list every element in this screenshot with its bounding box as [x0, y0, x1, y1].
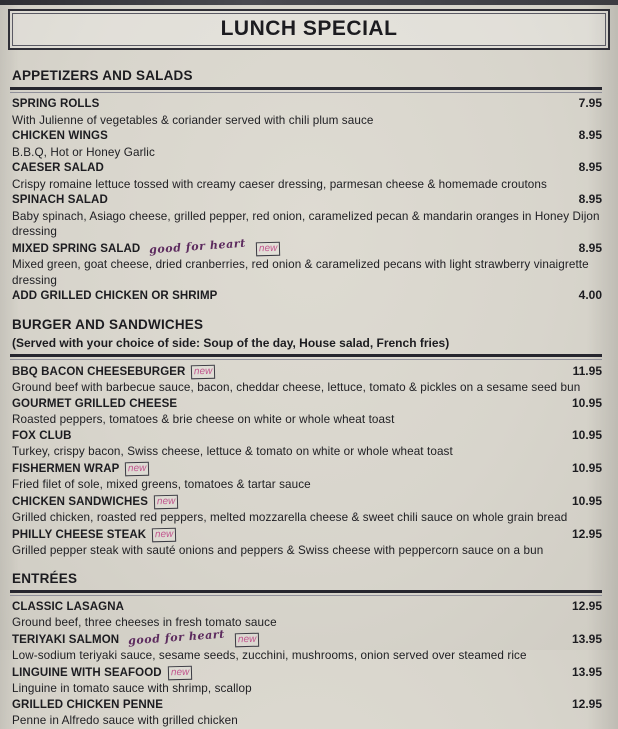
menu-item [10, 236, 602, 289]
item-name: SPINACH SALAD [12, 194, 108, 206]
item-name: CHICKEN SANDWICHES [12, 495, 148, 508]
item-price: 8.95 [578, 160, 602, 174]
item-tags [119, 460, 149, 477]
new-badge: new [235, 632, 260, 647]
menu-item [10, 460, 602, 493]
item-name: PHILLY CHEESE STEAK [12, 528, 147, 541]
item-price: 4.00 [578, 288, 602, 302]
item-description: Low-sodium teriyaki sauce, sesame seeds, zucchini, mushrooms, onion served over steamed rice [12, 649, 527, 662]
menu-sections [0, 50, 618, 729]
menu-item [10, 288, 602, 305]
item-name: FOX CLUB [12, 429, 72, 442]
item-description: Mixed green, goat cheese, dried cranberries, red onion & caramelized pecans with light strawberry vinaigrette dressing [12, 258, 589, 287]
menu-item-row [10, 363, 602, 381]
menu-section [10, 570, 602, 729]
section-items [10, 96, 602, 305]
menu-item-row [10, 288, 602, 305]
new-badge: new [154, 494, 179, 509]
new-badge: new [256, 241, 281, 256]
menu-item [10, 428, 602, 460]
section-divider [10, 354, 602, 360]
item-name: CLASSIC LASAGNA [12, 600, 125, 613]
item-description: Crispy romaine lettuce tossed with creamy caeser dressing, parmesan cheese & homemade croutons [12, 177, 547, 191]
menu-item-row [10, 396, 602, 413]
good-for-heart-badge: good for heart [148, 236, 247, 256]
item-tags [185, 363, 215, 380]
new-badge: new [168, 665, 193, 680]
menu-item-row [10, 493, 602, 511]
item-price: 8.95 [578, 192, 602, 206]
menu-item-row [10, 428, 602, 445]
item-price: 8.95 [578, 240, 602, 255]
item-description: Fried filet of sole, mixed greens, tomatoes & tartar sauce [12, 478, 311, 491]
menu-title-box-inner [12, 13, 606, 46]
item-price: 13.95 [571, 631, 602, 646]
section-divider [10, 590, 602, 596]
menu-title: LUNCH SPECIAL [220, 17, 398, 40]
section-note: (Served with your choice of side: Soup of the day, House salad, French fries) [12, 335, 450, 350]
item-name: FISHERMEN WRAP [12, 462, 120, 475]
section-items [10, 363, 602, 559]
item-price: 12.95 [571, 598, 602, 613]
item-description: Grilled chicken, roasted red peppers, melted mozzarella cheese & sweet chili sauce on whole grain bread [12, 511, 568, 524]
item-name: MIXED SPRING SALAD [12, 242, 141, 255]
menu-item [10, 396, 602, 428]
menu-item [10, 526, 602, 559]
menu-item-row [10, 697, 602, 714]
new-badge: new [191, 364, 216, 379]
item-name: TERIYAKI SALMON [12, 633, 120, 646]
item-price: 12.95 [571, 696, 602, 711]
section-title: BURGER AND SANDWICHES [12, 316, 204, 332]
item-tags [148, 493, 178, 510]
item-description: Turkey, crispy bacon, Swiss cheese, lettuce & tomato on white or whole wheat toast [12, 445, 453, 458]
item-description: Roasted peppers, tomatoes & brie cheese on white or whole wheat toast [12, 413, 395, 426]
item-name: ADD GRILLED CHICKEN OR SHRIMP [12, 290, 218, 302]
menu-item [10, 128, 602, 160]
menu-section [10, 67, 602, 305]
item-price: 10.95 [571, 460, 602, 475]
item-price: 10.95 [571, 395, 602, 410]
item-name: CHICKEN WINGS [12, 130, 108, 142]
item-description: B.B.Q, Hot or Honey Garlic [12, 145, 155, 159]
item-price: 10.95 [571, 427, 602, 442]
item-tags [162, 664, 192, 681]
item-description: Ground beef with barbecue sauce, bacon, cheddar cheese, lettuce, tomato & pickles on a sesame seed bun [12, 381, 581, 394]
item-price: 13.95 [571, 664, 602, 679]
item-price: 7.95 [578, 96, 602, 110]
item-price: 12.95 [571, 526, 602, 541]
item-name: BBQ BACON CHEESEBURGER [12, 365, 186, 378]
menu-item [10, 192, 602, 240]
menu-item-row [10, 627, 602, 649]
item-price: 11.95 [572, 363, 602, 378]
menu-item [10, 697, 602, 729]
menu-item-row [10, 526, 602, 544]
menu-item-row [10, 192, 602, 209]
menu-item-row [10, 236, 602, 258]
item-tags [140, 236, 280, 257]
menu-item [10, 627, 602, 664]
menu-item-row [10, 460, 602, 478]
section-title: APPETIZERS AND SALADS [12, 68, 193, 83]
item-name: GOURMET GRILLED CHEESE [12, 397, 178, 410]
photo-top-edge [0, 0, 618, 5]
item-price: 8.95 [578, 128, 602, 142]
menu-item [10, 599, 602, 631]
menu-item-row [10, 96, 602, 113]
item-tags [146, 526, 176, 543]
good-for-heart-badge: good for heart [127, 627, 226, 647]
item-name: CAESER SALAD [12, 162, 104, 174]
item-name: SPRING ROLLS [12, 98, 100, 110]
menu-item-row [10, 128, 602, 145]
menu-item-row [10, 599, 602, 616]
item-name: LINGUINE WITH SEAFOOD [12, 666, 162, 679]
item-name: GRILLED CHICKEN PENNE [12, 698, 163, 711]
menu-item [10, 363, 602, 396]
section-title: ENTRÉES [12, 570, 78, 586]
item-description: Baby spinach, Asiago cheese, grilled pepper, red onion, caramelized pecan & mandarin oranges in Honey Dijon dressing [12, 209, 600, 238]
item-tags [119, 627, 259, 648]
menu-section [10, 316, 602, 559]
menu-item [10, 664, 602, 697]
menu-item [10, 493, 602, 526]
item-description: Grilled pepper steak with sauté onions and peppers & Swiss cheese with peppercorn sauce on a bun [12, 544, 544, 557]
item-description: Ground beef, three cheeses in fresh tomato sauce [12, 616, 277, 629]
new-badge: new [152, 527, 177, 542]
menu-item [10, 96, 602, 128]
menu-title-box [8, 9, 610, 50]
menu-item-row [10, 664, 602, 682]
item-description: Linguine in tomato sauce with shrimp, scallop [12, 682, 252, 695]
menu-item-row [10, 160, 602, 177]
new-badge: new [125, 461, 150, 476]
item-description: With Julienne of vegetables & coriander served with chili plum sauce [12, 113, 374, 127]
menu-item [10, 160, 602, 192]
item-price: 10.95 [571, 493, 602, 508]
section-items [10, 599, 602, 729]
item-description: Penne in Alfredo sauce with grilled chicken [12, 714, 238, 727]
section-divider [10, 87, 602, 93]
